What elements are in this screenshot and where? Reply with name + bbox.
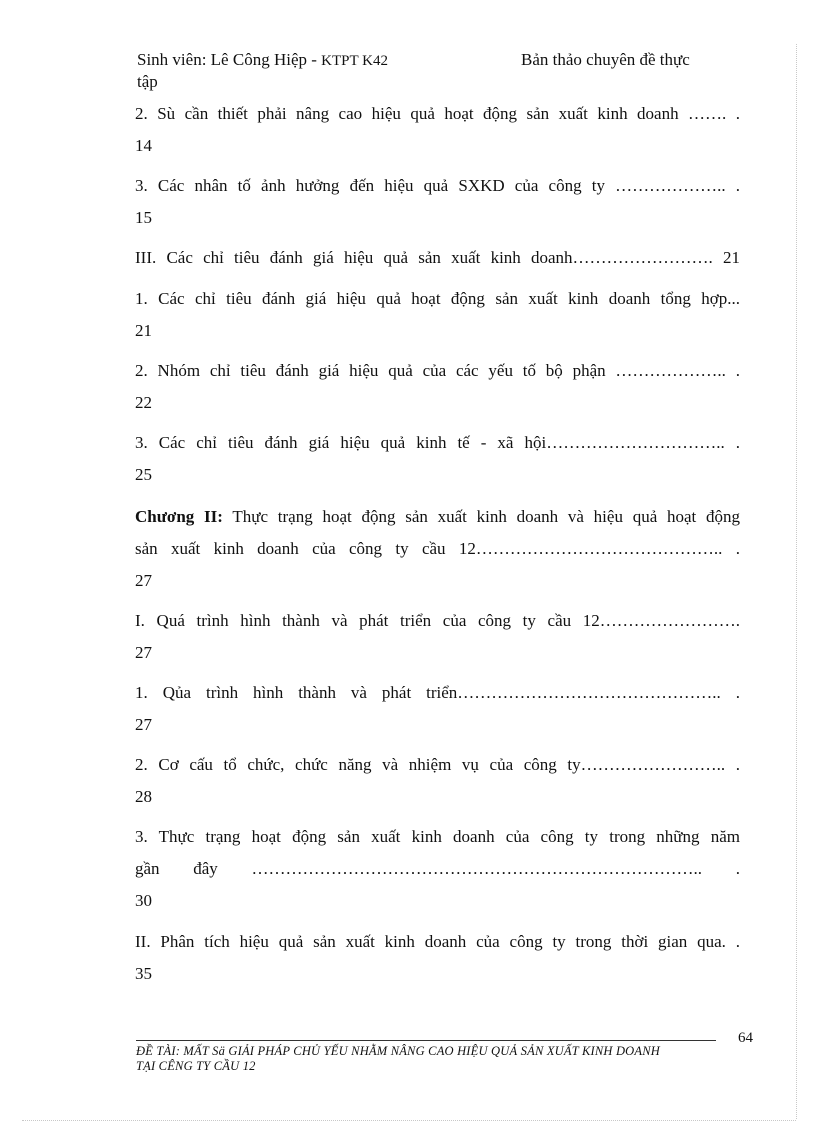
toc-entry-text: II. Phân tích hiệu quả sản xuất kinh doanh của công ty trong thời gian qua. . [135, 932, 740, 951]
student-info [137, 50, 388, 71]
toc-entry-page: 28 [135, 787, 152, 806]
toc-entry-page: 27 [135, 643, 152, 662]
student-label: Sinh viên: Lê Công Hiệp - [137, 50, 322, 69]
toc-entry [135, 605, 740, 669]
toc-entry [135, 427, 740, 491]
toc-entry-page: 27 [135, 715, 152, 734]
page-edge-right [796, 44, 797, 1119]
page-number: 64 [738, 1030, 753, 1046]
chapter-label: Chương II: [135, 507, 223, 526]
toc-entry-text: 3. Các chỉ tiêu đánh giá hiệu quả kinh tế - xã hội………………………….. . [135, 433, 740, 452]
footer-line1: ĐỀ TÀI: MẤT Sä GIẢI PHÁP CHỦ YẾU NHẰM NÂNG CAO HIỆU QUẢ SẢN XUẤT KINH DOANH [136, 1044, 661, 1058]
toc-entry [135, 170, 740, 234]
toc-entry-text: 2. Cơ cấu tổ chức, chức năng và nhiệm vụ của công ty…………………….. . [135, 755, 740, 774]
toc-entry-text: 1. Các chỉ tiêu đánh giá hiệu quả hoạt động sản xuất kinh doanh tổng hợp... [135, 289, 740, 308]
document-title-line2: tập [137, 72, 158, 91]
footer-divider [136, 1040, 716, 1041]
toc-entry [135, 242, 740, 274]
toc-entry-text-continued: gần đây …………………………………………………………………….. . [135, 859, 740, 878]
page-edge-bottom [22, 1120, 796, 1121]
toc-entry-page: 15 [135, 208, 152, 227]
student-class: KTPT K42 [321, 53, 388, 69]
toc-entry-page: 25 [135, 465, 152, 484]
toc-entry-page: 35 [135, 964, 152, 983]
document-title-line1: Bản thảo chuyên đề thực [521, 50, 690, 69]
toc-entry [135, 355, 740, 419]
toc-entry-page: 30 [135, 891, 152, 910]
toc-entry [135, 926, 740, 990]
toc-entry-text: 1. Qủa trình hình thành và phát triển……………………………………….. . [135, 683, 740, 702]
chapter-title: Thực trạng hoạt động sản xuất kinh doanh và hiệu quả hoạt động [222, 507, 740, 526]
toc-entry-text: 2. Nhóm chỉ tiêu đánh giá hiệu quả của các yếu tố bộ phận ……………….. . [135, 361, 740, 380]
toc-entry [135, 283, 740, 347]
toc-entry-page: 14 [135, 136, 152, 155]
toc-entry-text: I. Quá trình hình thành và phát triển của công ty cầu 12……………………. [135, 611, 740, 630]
toc-entry [135, 821, 740, 917]
toc-entry-text [135, 501, 740, 533]
toc-entry-page: 21 [135, 321, 152, 340]
toc-entry-text: III. Các chỉ tiêu đánh giá hiệu quả sản xuất kinh doanh……………………. 21 [135, 248, 740, 267]
toc-entry-text-continued: sản xuất kinh doanh của công ty cầu 12…………………………………….. . [135, 539, 740, 558]
toc-entry-page: 22 [135, 393, 152, 412]
toc-entry-text: 3. Thực trạng hoạt động sản xuất kinh doanh của công ty trong những năm [135, 827, 740, 846]
toc-entry [135, 749, 740, 813]
footer-line2: TẠI CÊNG TY CẦU 12 [136, 1059, 256, 1073]
toc-entry-chapter [135, 501, 740, 597]
toc-entry-page: 27 [135, 571, 152, 590]
toc-entry-text: 3. Các nhân tố ảnh hưởng đến hiệu quả SXKD của công ty ……………….. . [135, 176, 740, 195]
toc-entry-text: 2. Sù cần thiết phải nâng cao hiệu quả hoạt động sản xuất kinh doanh ……. . [135, 104, 740, 123]
page-footer [136, 1044, 726, 1074]
toc-entry [135, 98, 740, 162]
toc-entry [135, 677, 740, 741]
